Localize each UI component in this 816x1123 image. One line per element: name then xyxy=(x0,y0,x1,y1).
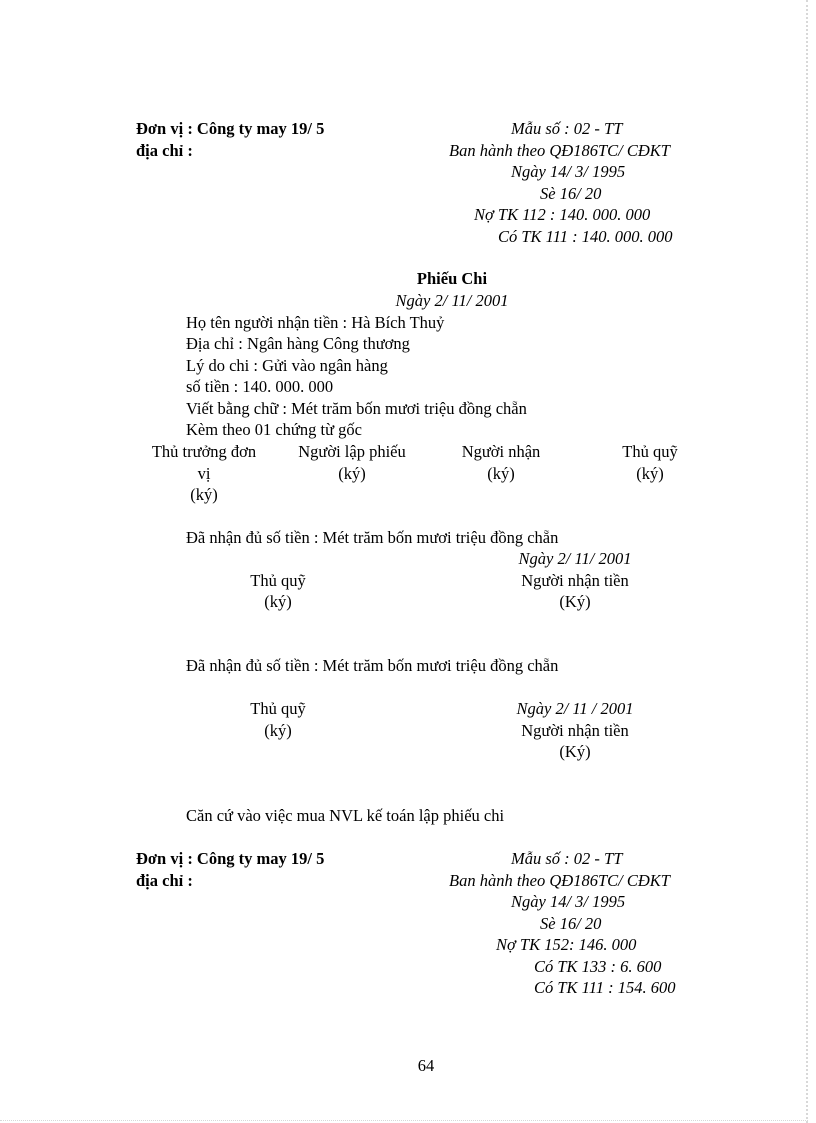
receipt1-date: Ngày 2/ 11/ 2001 xyxy=(518,549,632,568)
address-label: địa chỉ : xyxy=(136,141,193,160)
receipt2-treasurer-sign: (ký) xyxy=(264,721,292,740)
note-text: Căn cứ vào việc mua NVL kế toán lập phiếu chi xyxy=(186,806,505,825)
receipt2-text: Đã nhận đủ số tiền : Mét trăm bốn mươi triệu đồng chẵn xyxy=(186,656,559,675)
page-edge-right xyxy=(806,0,810,1123)
voucher-date: Ngày 2/ 11/ 2001 xyxy=(395,291,509,310)
receipt1-treasurer-title: Thủ quỹ xyxy=(250,571,306,590)
sign-head-title-cont: vị xyxy=(197,464,211,483)
sign-treasurer-title: Thủ quỹ xyxy=(622,442,678,461)
attached-documents: Kèm theo 01 chứng từ gốc xyxy=(186,420,362,439)
issued-by-2: Ban hành theo QĐ186TC/ CĐKT xyxy=(449,871,670,890)
receipt1-recipient-title: Người nhận tiền xyxy=(521,571,629,590)
recipient-address: Địa chỉ : Ngân hàng Công thương xyxy=(186,334,410,353)
sign-receiver-title: Người nhận xyxy=(461,442,541,461)
receipt1-recipient-sign: (Ký) xyxy=(559,592,591,611)
unit-label: Đơn vị : Công ty may 19/ 5 xyxy=(136,119,325,138)
issue-date: Ngày 14/ 3/ 1995 xyxy=(511,162,626,181)
receipt1-text: Đã nhận đủ số tiền : Mét trăm bốn mươi triệu đồng chẵn xyxy=(186,528,559,547)
unit-label-2: Đơn vị : Công ty may 19/ 5 xyxy=(136,849,325,868)
form-number-2: Mẫu số : 02 - TT xyxy=(511,849,623,868)
receipt2-date: Ngày 2/ 11 / 2001 xyxy=(516,699,634,718)
amount-in-words: Viết bằng chữ : Mét trăm bốn mươi triệu đồng chẵn xyxy=(186,399,527,418)
sign-preparer-sign: (ký) xyxy=(338,464,366,483)
payment-amount: số tiền : 140. 000. 000 xyxy=(186,377,334,396)
voucher-title: Phiếu Chi xyxy=(416,269,488,288)
sign-preparer-title: Người lập phiếu xyxy=(298,442,406,461)
issue-date-2: Ngày 14/ 3/ 1995 xyxy=(511,892,626,911)
issued-by: Ban hành theo QĐ186TC/ CĐKT xyxy=(449,141,670,160)
sign-treasurer-sign: (ký) xyxy=(636,464,664,483)
page-number: 64 xyxy=(417,1056,435,1075)
payment-reason: Lý do chi : Gửi vào ngân hàng xyxy=(186,356,388,375)
credit-account-2b: Có TK 111 : 154. 600 xyxy=(534,978,676,997)
form-serial: Sè 16/ 20 xyxy=(540,184,602,203)
sign-receiver-sign: (ký) xyxy=(487,464,515,483)
receipt1-treasurer-sign: (ký) xyxy=(264,592,292,611)
receipt2-recipient-title: Người nhận tiền xyxy=(521,721,629,740)
receipt2-treasurer-title: Thủ quỹ xyxy=(250,699,306,718)
debit-account: Nợ TK 112 : 140. 000. 000 xyxy=(474,205,651,224)
credit-account-2a: Có TK 133 : 6. 600 xyxy=(534,957,662,976)
recipient-name: Họ tên người nhận tiền : Hà Bích Thuỷ xyxy=(186,313,445,332)
receipt2-recipient-sign: (Ký) xyxy=(559,742,591,761)
address-label-2: địa chỉ : xyxy=(136,871,193,890)
credit-account: Có TK 111 : 140. 000. 000 xyxy=(498,227,673,246)
form-serial-2: Sè 16/ 20 xyxy=(540,914,602,933)
sign-head-sign: (ký) xyxy=(190,485,218,504)
form-number: Mẫu số : 02 - TT xyxy=(511,119,623,138)
page-edge-bottom xyxy=(0,1120,808,1122)
debit-account-2: Nợ TK 152: 146. 000 xyxy=(496,935,637,954)
sign-head-title: Thủ trưởng đơn xyxy=(151,442,257,461)
